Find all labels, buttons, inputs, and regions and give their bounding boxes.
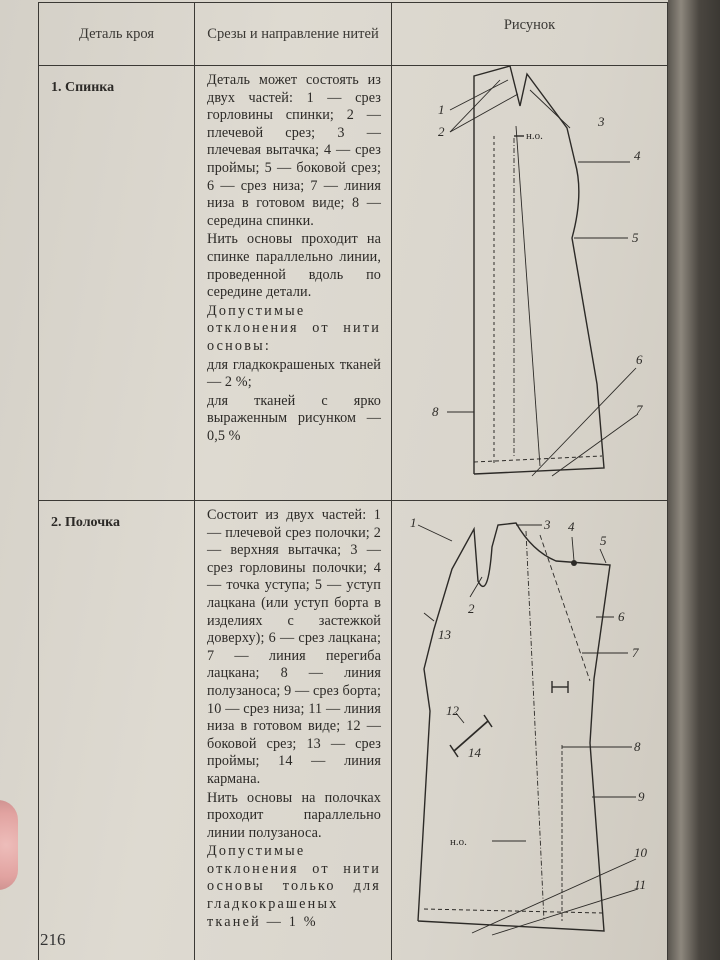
back-pattern-diagram [392,66,667,486]
desc-paragraph: Допустимые отклонения от нити основы: [207,302,381,354]
table-row-front [39,501,668,960]
label-13: 13 [438,627,451,642]
label-8: 8 [634,739,641,754]
part-name: 2. Полочка [39,501,195,960]
thumb-edge [0,800,18,890]
desc-paragraph: Деталь может состоять из двух частей: 1 — срез горловины спинки; 2 — плечевой срез; 3 — плечевая вытачка; 4 — срез проймы; 5 — боковой срез; 6 — срез низа; 7 — линия низа в готовом виде; 8 — середина спинки. [207,72,381,229]
label-7: 7 [632,645,639,660]
desc-paragraph: для тканей с ярко выраженным рисунком — 0,5 % [207,392,381,444]
label-3: 3 [598,114,605,129]
label-9: 9 [638,789,645,804]
part-description [195,501,392,960]
label-4: 4 [568,519,575,534]
label-warp: н.о. [450,836,467,848]
book-page-edge [668,0,720,960]
header-part: Деталь кроя [39,3,195,66]
label-1: 1 [410,515,417,530]
label-6: 6 [636,352,643,367]
table-row-back [39,66,668,501]
front-pattern-diagram [392,501,667,957]
label-11: 11 [634,877,647,892]
page-number: 216 [40,930,66,949]
label-4: 4 [634,148,641,163]
label-5: 5 [632,230,639,245]
label-7: 7 [636,402,643,417]
label-warp: н.о. [526,130,543,142]
label-2: 2 [468,601,475,616]
part-name: 1. Спинка [39,66,195,501]
figure-back [392,66,668,501]
header-row [39,3,668,66]
desc-paragraph: Состоит из двух частей: 1 — плечевой срез полочки; 2 — верхняя вытачка; 3 — срез горловины полочки; 4 — точка уступа; 5 — уступ лацкана (или уступ борта в изделиях с застежкой доверху); 6 — срез лацкана; 7 — линия перегиба лацкана; 8 — линия полузаноса; 9 — срез борта; 10 — срез низа; 11 — линия низа в готовом виде; 12 — боковой срез; 13 — срез проймы; 14 — линия кармана. [207,507,381,787]
desc-paragraph: Нить основы проходит на спинке параллельно линии, проведенной вдоль по середине детали. [207,231,381,301]
front-outline [418,523,610,931]
desc-paragraph: Нить основы на полочках проходит параллельно линии полузаноса. [207,789,381,841]
label-6: 6 [618,609,625,624]
desc-paragraph: Допустимые отклонения от нити основы только для гладкокрашеных тканей — 1 % [207,843,381,930]
header-cuts: Срезы и направление нитей [195,3,392,66]
label-10: 10 [634,845,647,860]
label-5: 5 [600,533,607,548]
desc-paragraph: для гладкокрашеных тканей — 2 %; [207,356,381,391]
label-14: 14 [468,745,481,760]
label-12: 12 [446,703,459,718]
notch-point [571,560,577,566]
label-3: 3 [544,517,551,532]
header-figure: Рисунок [392,3,668,66]
figure-front [392,501,668,960]
label-8: 8 [432,404,439,419]
cutting-table [38,2,668,960]
label-2: 2 [438,124,445,139]
label-1: 1 [438,102,445,117]
part-description [195,66,392,501]
